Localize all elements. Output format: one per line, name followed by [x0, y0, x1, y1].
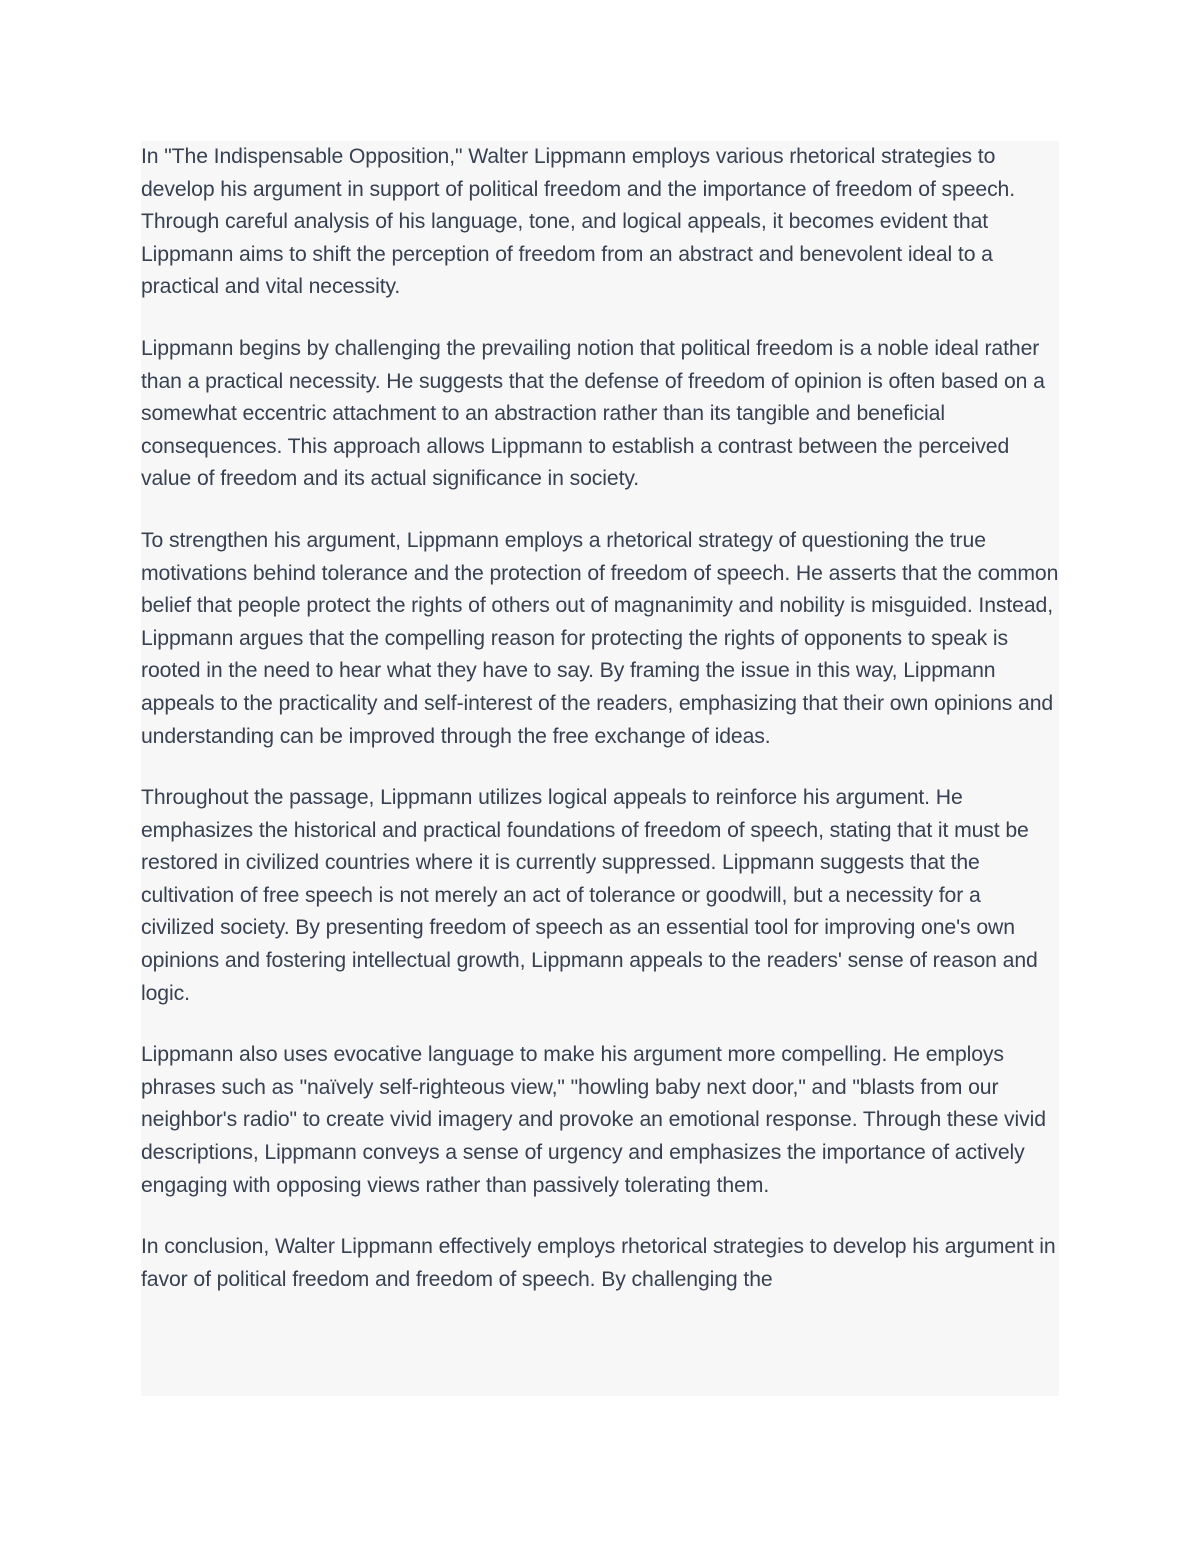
paragraph-evocative-language: Lippmann also uses evocative language to make his argument more compelling. He employs phrases such as "naïvely self-righteous view," "howling baby next door," and "blasts from our neighbor's radio" to create vivid imagery and provoke an emotional response. Through these vivid descriptions, Lippmann conveys a sense of urgency and emphasizes the importance of actively engaging with opposing views rather than passively tolerating them. — [141, 1043, 1046, 1197]
paragraph-conclusion: In conclusion, Walter Lippmann effectively employs rhetorical strategies to develop his argument in favor of political freedom and freedom of speech. By challenging the — [141, 1235, 1056, 1291]
paragraph-logical-appeals: Throughout the passage, Lippmann utilizes logical appeals to reinforce his argument. He emphasizes the historical and practical foundations of freedom of speech, stating that it must be restored in civilized countries where it is currently suppressed. Lippmann suggests that the cultivation of free speech is not merely an act of tolerance or goodwill, but a necessity for a civilized society. By presenting freedom of speech as an essential tool for improving one's own opinions and fostering intellectual growth, Lippmann appeals to the readers' sense of reason and logic. — [141, 786, 1038, 1005]
paragraph-intro: In "The Indispensable Opposition," Walter Lippmann employs various rhetorical strategies to develop his argument in support of political freedom and the importance of freedom of speech. Through careful analysis of his language, tone, and logical appeals, it becomes evident that Lippmann aims to shift the perception of freedom from an abstract and benevolent ideal to a practical and vital necessity. — [141, 145, 1016, 299]
essay-text-block — [141, 141, 1059, 1396]
paragraph-challenging-notion: Lippmann begins by challenging the prevailing notion that political freedom is a noble ideal rather than a practical necessity. He suggests that the defense of freedom of opinion is often based on a somewhat eccentric attachment to an abstraction rather than its tangible and beneficial consequences. This approach allows Lippmann to establish a contrast between the perceived value of freedom and its actual significance in society. — [141, 336, 1045, 491]
paragraph-questioning-motivations: To strengthen his argument, Lippmann employs a rhetorical strategy of questioning the true motivations behind tolerance and the protection of freedom of speech. He asserts that the common belief that people protect the rights of others out of magnanimity and nobility is misguided. Instead, Lippmann argues that the compelling reason for protecting the rights of opponents to speak is rooted in the need to hear what they have to say. By framing the issue in this way, Lippmann appeals to the practicality and self-interest of the readers, emphasizing that their own opinions and understanding can be improved through the free exchange of ideas. — [141, 528, 1059, 748]
